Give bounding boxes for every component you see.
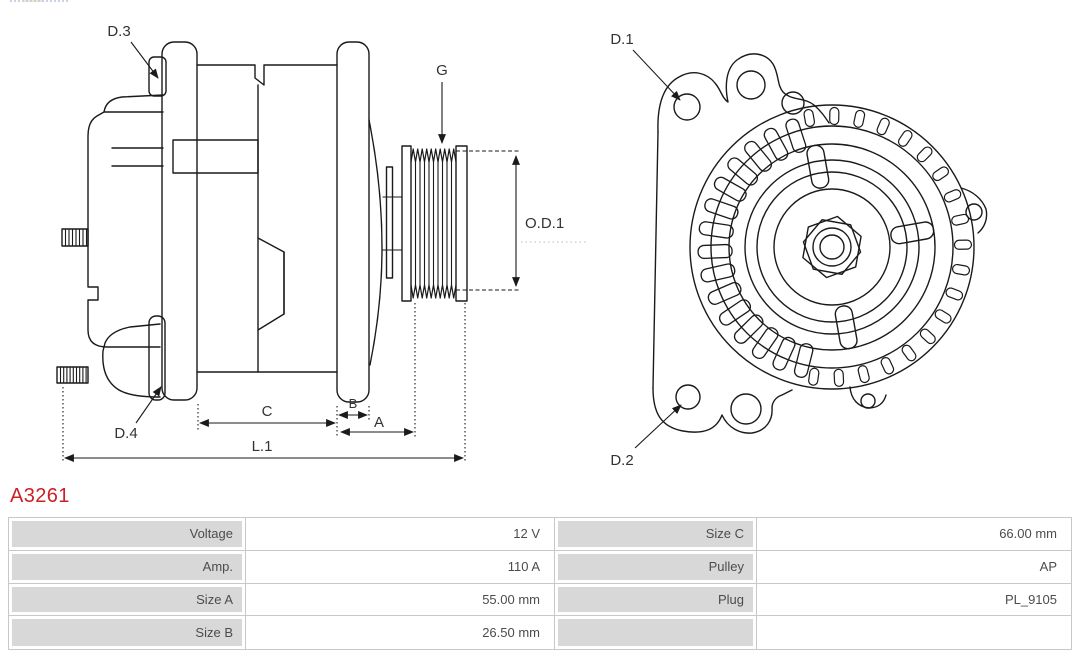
part-number-link[interactable]: A3261 [10, 485, 70, 507]
spec-label-size-b: Size B [9, 616, 246, 649]
dim-label-c: C [261, 403, 273, 420]
spec-label-amp: Amp. [9, 551, 246, 584]
spec-table [8, 517, 1072, 650]
spec-label-empty [555, 616, 757, 649]
dim-label-l1: L.1 [251, 438, 273, 455]
dim-label-od1: O.D.1 [525, 215, 565, 232]
spec-value-size-c: 66.00 mm [757, 518, 1071, 551]
spec-label-pulley: Pulley [555, 551, 757, 584]
dim-label-d3: D.3 [107, 23, 131, 40]
dim-label-d1: D.1 [610, 31, 634, 48]
dim-label-d4: D.4 [114, 425, 138, 442]
spec-value-size-b: 26.50 mm [246, 616, 555, 649]
dim-label-a: A [373, 414, 385, 431]
side-view-dimensions [63, 42, 586, 461]
spec-value-plug: PL_9105 [757, 584, 1071, 617]
front-view-drawing [653, 54, 987, 433]
side-view-labels [107, 23, 564, 455]
spec-value-voltage: 12 V [246, 518, 555, 551]
dim-label-g: G [436, 62, 448, 79]
side-view-drawing [57, 42, 467, 402]
dim-label-b: B [348, 396, 358, 411]
dim-label-d2: D.2 [610, 452, 634, 469]
spec-label-size-a: Size A [9, 584, 246, 617]
spec-value-size-a: 55.00 mm [246, 584, 555, 617]
spec-value-amp: 110 A [246, 551, 555, 584]
spec-value-empty [757, 616, 1071, 649]
spec-label-plug: Plug [555, 584, 757, 617]
spec-value-pulley: AP [757, 551, 1071, 584]
front-view-labels [610, 31, 633, 469]
spec-label-voltage: Voltage [9, 518, 246, 551]
spec-label-size-c: Size C [555, 518, 757, 551]
